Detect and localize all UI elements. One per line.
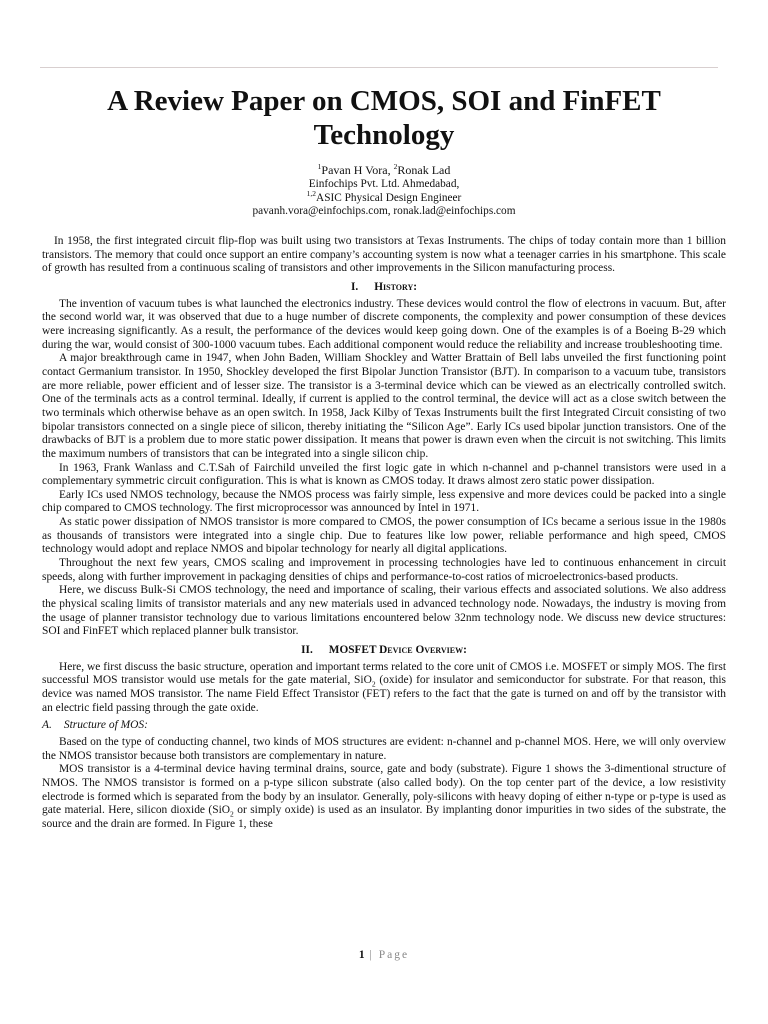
page-number: 1 bbox=[358, 949, 365, 961]
author-company: Einfochips Pvt. Ltd. Ahmedabad, bbox=[308, 177, 460, 190]
history-paragraph: As static power dissipation of NMOS transistor is more compared to CMOS, the power consumption of ICs became a serious issue in the 1980s as thousands of transistors were integrated into a single chip. Due to features like low power, reliable performance and high speed, CMOS technology would adopt and replace NMOS and bipolar technology for nearly all digital applications. bbox=[42, 516, 726, 556]
subsection-heading-structure: A. Structure of MOS: bbox=[42, 719, 148, 732]
history-paragraph: Throughout the next few years, CMOS scaling and improvement in processing technologies have led to continuous enhancement in circuit speeds, along with further improvement in packaging densities of chips and performance-to-cost ratios of microelectronics-based products. bbox=[42, 557, 726, 583]
section-heading-mosfet: II. MOSFET Device Overview: bbox=[301, 644, 467, 657]
paper-body bbox=[42, 235, 726, 832]
section-heading-history: I. History: bbox=[350, 280, 418, 293]
author-role: $^{1,2}$ASIC Physical Design Engineer bbox=[306, 188, 462, 204]
mosfet-paragraph: Here, we first discuss the basic structure, operation and important terms related to the core unit of CMOS i.e. MOSFET or simply MOS. The first successful MOS transistor would use metals for the gate material, SiO$_2$ (oxide) for insulator and semiconductor for substrate. For that reason, this device was named MOS transistor. The name Field Effect Transistor (FET) refers to the fact that the gate is turned on and off by the transistor with an electric field passing through the gate oxide. bbox=[42, 660, 726, 714]
history-paragraph: Here, we discuss Bulk-Si CMOS technology, the need and importance of scaling, their various effects and associated solutions. We also address the physical scaling limits of transistor materials and any new materials used in advanced technology node. Nowadays, the industry is moving from the usage of planner transistor technology due to various limitations encountered below 32nm technology node. We discuss new device structures: SOI and FinFET which replaced planner bulk transistor. bbox=[42, 584, 726, 638]
abstract-paragraph: In 1958, the first integrated circuit flip-flop was built using two transistors at Texas Instruments. The chips of today contain more than 1 billion transistors. The memory that could once support an entire company’s accounting system is now what a teenager carries in his smartphone. This scale of growth has resulted from a continuous scaling of transistors and other improvements in the Silicon manufacturing process. bbox=[42, 235, 726, 275]
history-paragraph: Early ICs used NMOS technology, because the NMOS process was fairly simple, less expensive and more devices could be packed into a single chip compared to CMOS technology. The first microprocessor was announced by Intel in 1971. bbox=[42, 488, 726, 515]
structure-paragraph: Based on the type of conducting channel, two kinds of MOS structures are evident: n-channel and p-channel MOS. Here, we will only overview the NMOS transistor because both transistors are complementary in nature. bbox=[42, 735, 726, 762]
author-names: $^1$Pavan H Vora, $^2$Ronak Lad bbox=[317, 162, 451, 177]
history-paragraph: A major breakthrough came in 1947, when John Baden, William Shockley and Watter Brattain of Bell labs unveiled the first functioning point contact Germanium transistor. In 1950, Shockley developed the first Bipolar Junction Transistor (BJT). In comparison to a vacuum tube, transistors are more reliable, power efficient and of lesser size. The transistor is a 3-terminal device which can be viewed as an electrically controlled switch. One of the terminals acts as a control terminal. Ideally, if current is applied to the control terminal, the device will act as a close switch between the two terminals which otherwise behave as an open switch. In 1958, Jack Kilby of Texas Instruments built the first Integrated Circuit consisting of two bipolar transistors connected on a single piece of silicon, thereby initiating the “Silicon Age”. Early ICs used bipolar junction transistors. One of the drawbacks of BJT is a problem due to more static power dissipation. It means that power is drawn even when the circuit is not switching. This limits the maximum numbers of transistors that can be integrated into a single silicon chip. bbox=[42, 352, 726, 460]
author-block bbox=[42, 164, 726, 219]
page-label: Page bbox=[378, 949, 410, 961]
history-paragraph: In 1963, Frank Wanlass and C.T.Sah of Fairchild unveiled the first logic gate in which n-channel and p-channel transistors were used in a complementary symmetric circuit configuration. This is what is known as CMOS today. It draws almost zero static power dissipation. bbox=[42, 461, 726, 488]
paper-title: A Review Paper on CMOS, SOI and FinFET Technology bbox=[107, 85, 661, 151]
history-paragraph: The invention of vacuum tubes is what launched the electronics industry. These devices would control the flow of electrons in vacuum. But, after the second world war, it was observed that due to a huge number of discrete components, the complexity and power consumption of these devices were increasing significantly. As a result, the performance of the devices would keep going down. One of the examples is of a Boeing B-29 which during the war, would consist of 300-1000 vacuum tubes. Each additional component would reduce the reliability and increase troubleshooting time. bbox=[42, 297, 726, 351]
header-rule bbox=[40, 67, 718, 68]
structure-paragraph: MOS transistor is a 4-terminal device having terminal drains, source, gate and body (substrate). Figure 1 shows the 3-dimentional structure of NMOS. The NMOS transistor is formed on a p-type silicon substrate (also called body). On the top center part of the device, a low resistivity electrode is formed which is separated from the body by an insulator. Generally, poly-silicons with heavy doping of either n-type or p-type is used as gate material. Here, silicon dioxide (SiO$_2$ or simply oxide) is used as an insulator. By implanting donor impurities in two sides of the substrate, the source and the drain are formed. In Figure 1, these bbox=[42, 763, 726, 830]
page-footer: 1 | Page bbox=[358, 949, 410, 961]
author-emails: pavanh.vora@einfochips.com, ronak.lad@einfochips.com bbox=[252, 205, 516, 218]
